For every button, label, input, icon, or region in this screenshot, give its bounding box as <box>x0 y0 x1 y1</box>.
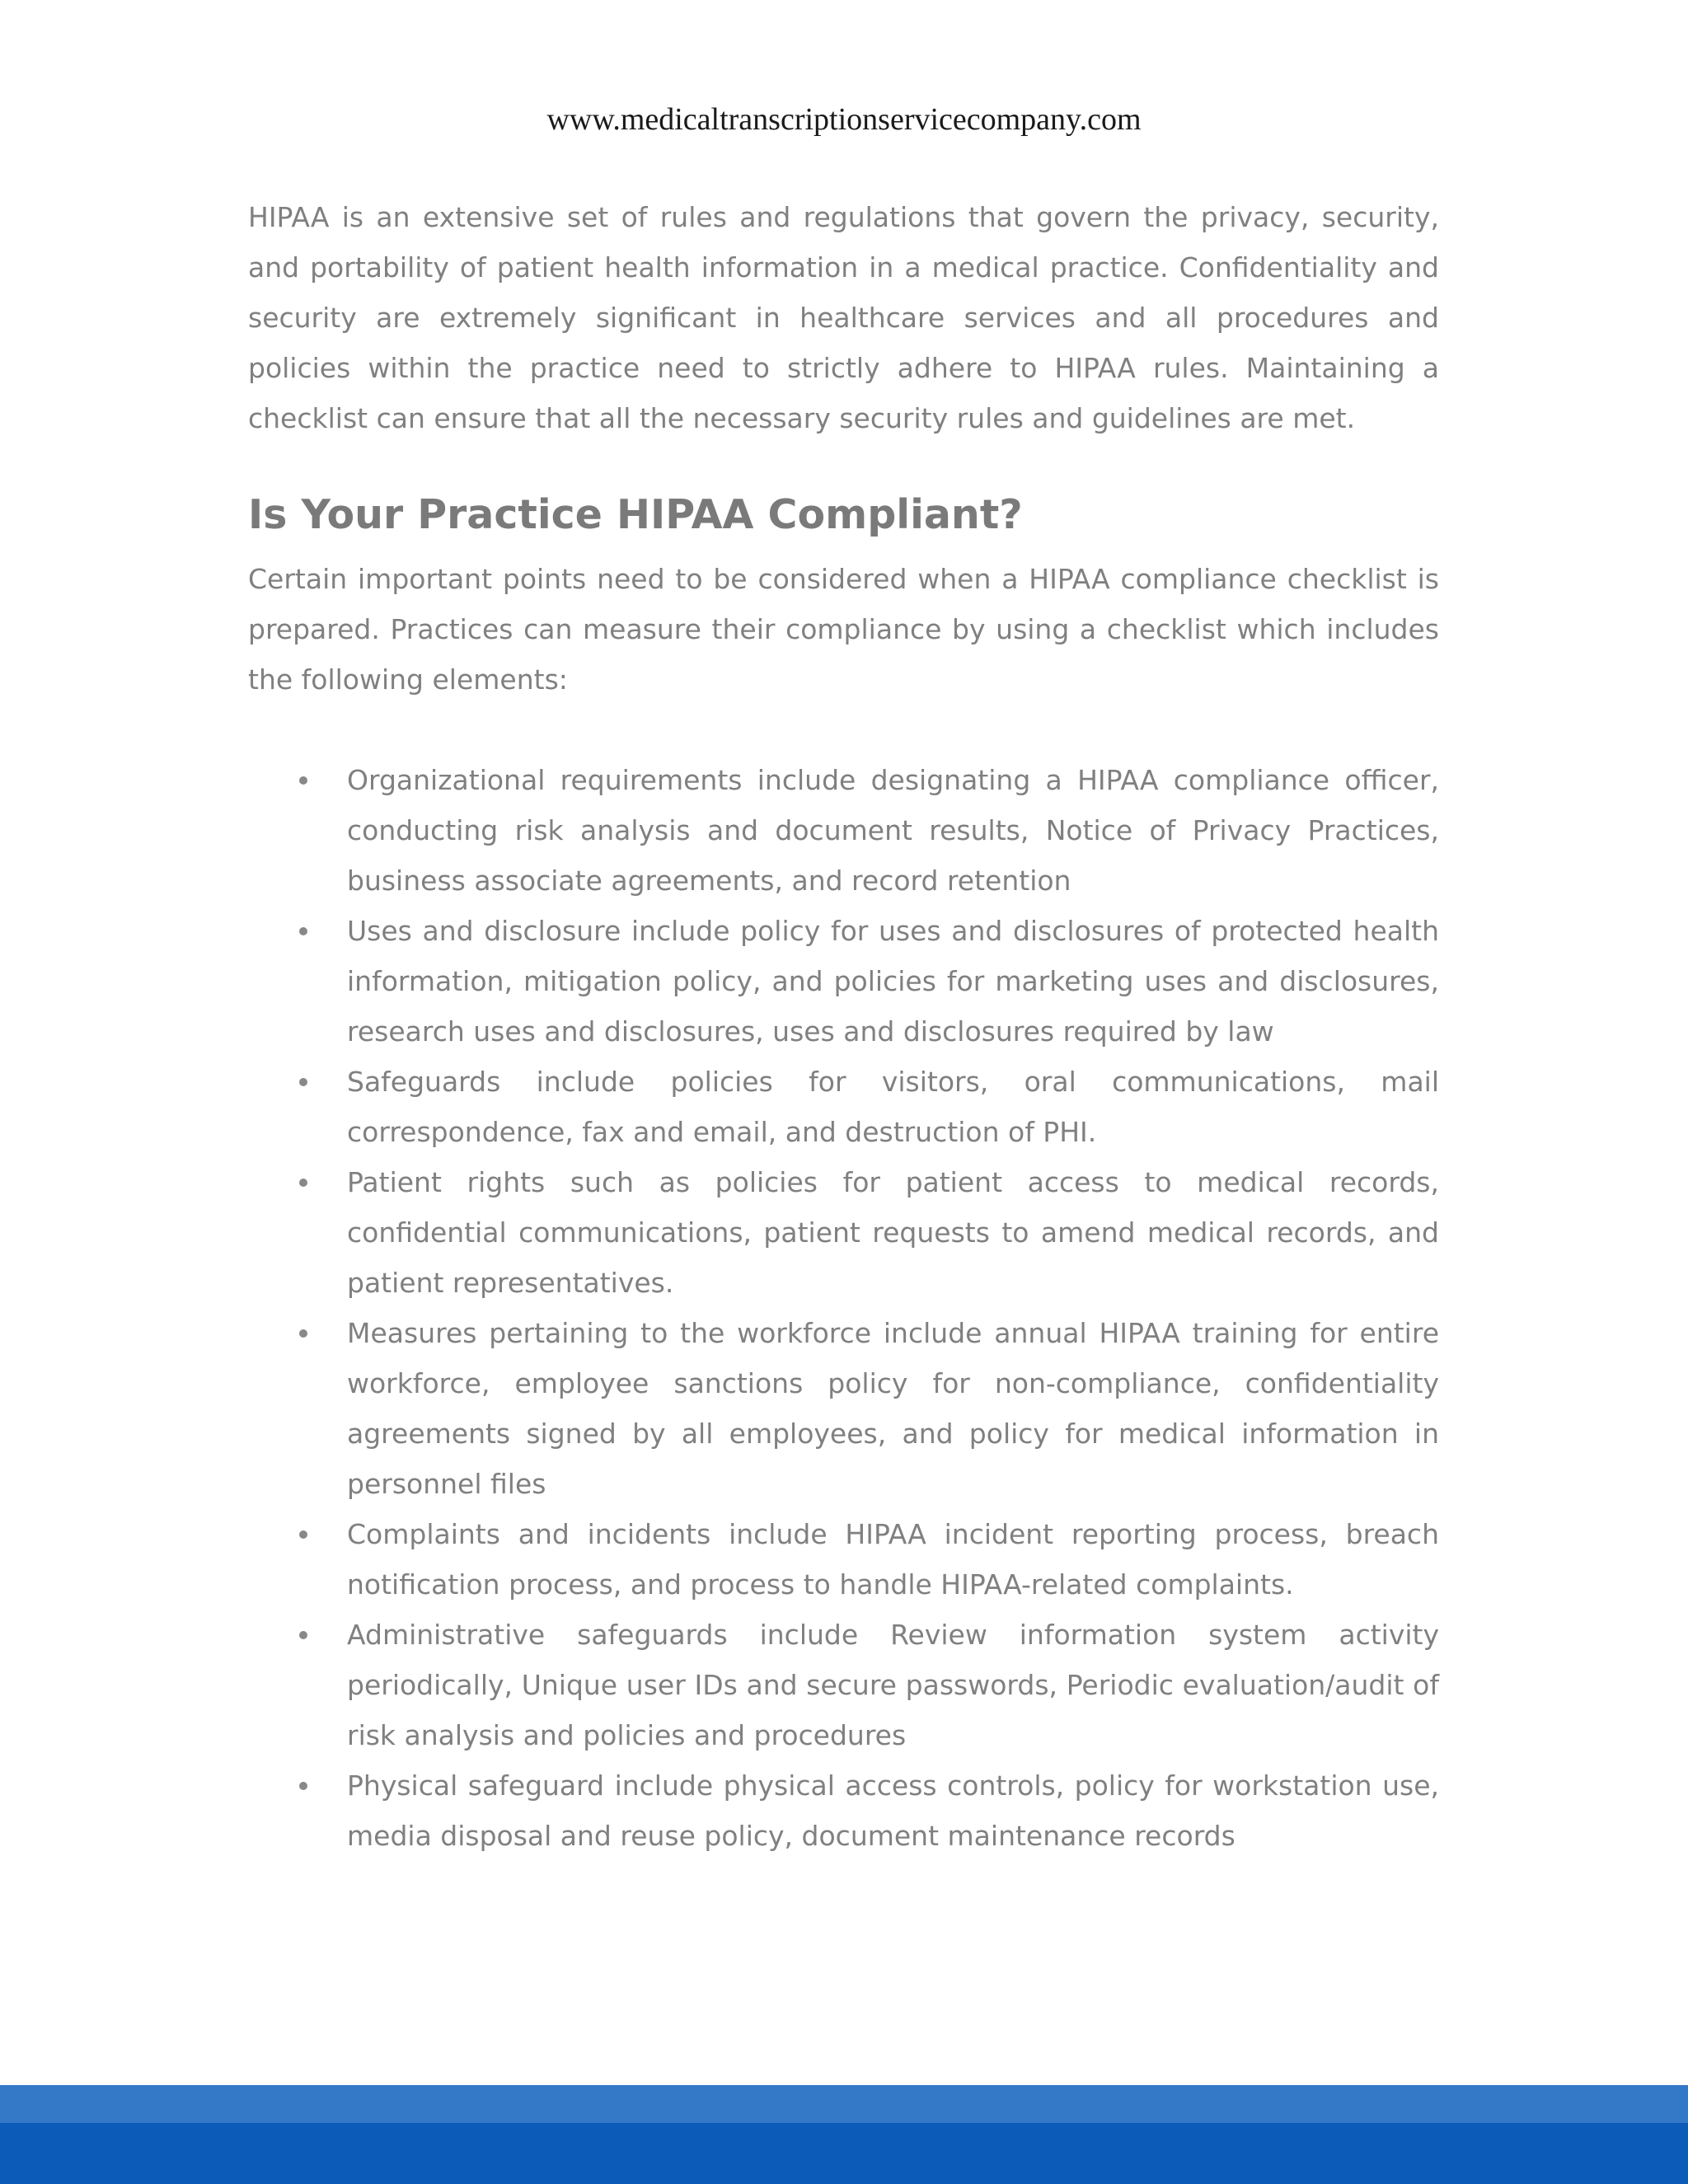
list-item <box>248 1157 1439 1308</box>
list-item <box>248 1308 1439 1509</box>
list-item-text: Uses and disclosure include policy for uses and disclosures of protected health information, mitigation policy, and policies for marketing uses and disclosures, research uses and disclosures, uses and disclosures required by law <box>347 915 1439 1047</box>
document-body <box>248 192 1439 1861</box>
list-item-text: Patient rights such as policies for patient access to medical records, confidential communications, patient requests to amend medical records, and patient representatives. <box>347 1166 1439 1299</box>
checklist <box>248 755 1439 1861</box>
list-item-text: Organizational requirements include designating a HIPAA compliance officer, conducting risk analysis and document results, Notice of Privacy Practices, business associate agreements, and record retention <box>347 764 1439 897</box>
intro-section <box>248 192 1439 443</box>
bullet-icon <box>299 1631 307 1639</box>
list-item <box>248 1057 1439 1157</box>
section-heading: Is Your Practice HIPAA Compliant? <box>248 491 1023 538</box>
intro-paragraph: HIPAA is an extensive set of rules and regulations that govern the privacy, security, and portability of patient health information in a medical practice. Confidentiality and security are extremely significant in healthcare services and all procedures and policies within the practice need to strictly adhere to HIPAA rules. Maintaining a checklist can ensure that all the necessary security rules and guidelines are met. <box>248 201 1439 434</box>
bullet-icon <box>299 1078 307 1086</box>
footer-band <box>0 2085 1688 2184</box>
footer-band-dark <box>0 2123 1688 2184</box>
section-heading-block <box>248 486 1439 544</box>
bullet-icon <box>299 1782 307 1790</box>
list-item-text: Safeguards include policies for visitors, oral communications, mail correspondence, fax and email, and destruction of PHI. <box>347 1066 1439 1148</box>
lead-section <box>248 554 1439 705</box>
list-item-text: Physical safeguard include physical access controls, policy for workstation use, media disposal and reuse policy, document maintenance records <box>347 1769 1439 1852</box>
list-item <box>248 1610 1439 1760</box>
bullet-icon <box>299 1329 307 1338</box>
list-item-text: Measures pertaining to the workforce include annual HIPAA training for entire workforce, employee sanctions policy for non-compliance, confidentiality agreements signed by all employees, and policy for medical information in personnel files <box>347 1317 1439 1500</box>
list-item <box>248 1760 1439 1861</box>
bullet-icon <box>299 927 307 935</box>
list-item-text: Complaints and incidents include HIPAA incident reporting process, breach notification process, and process to handle HIPAA-related complaints. <box>347 1518 1439 1601</box>
list-item-text: Administrative safeguards include Review information system activity periodically, Unique user IDs and secure passwords, Periodic evaluation/audit of risk analysis and policies and procedures <box>347 1619 1439 1751</box>
bullet-icon <box>299 776 307 785</box>
bullet-icon <box>299 1530 307 1539</box>
lead-paragraph: Certain important points need to be considered when a HIPAA compliance checklist is prepared. Practices can measure their compliance by using a checklist which includes the following elements: <box>248 563 1439 696</box>
bullet-icon <box>299 1179 307 1187</box>
site-url-header: www.medicaltranscriptionservicecompany.com <box>546 102 1142 137</box>
list-item <box>248 906 1439 1057</box>
list-item <box>248 1509 1439 1610</box>
list-item <box>248 755 1439 906</box>
footer-band-light <box>0 2085 1688 2123</box>
